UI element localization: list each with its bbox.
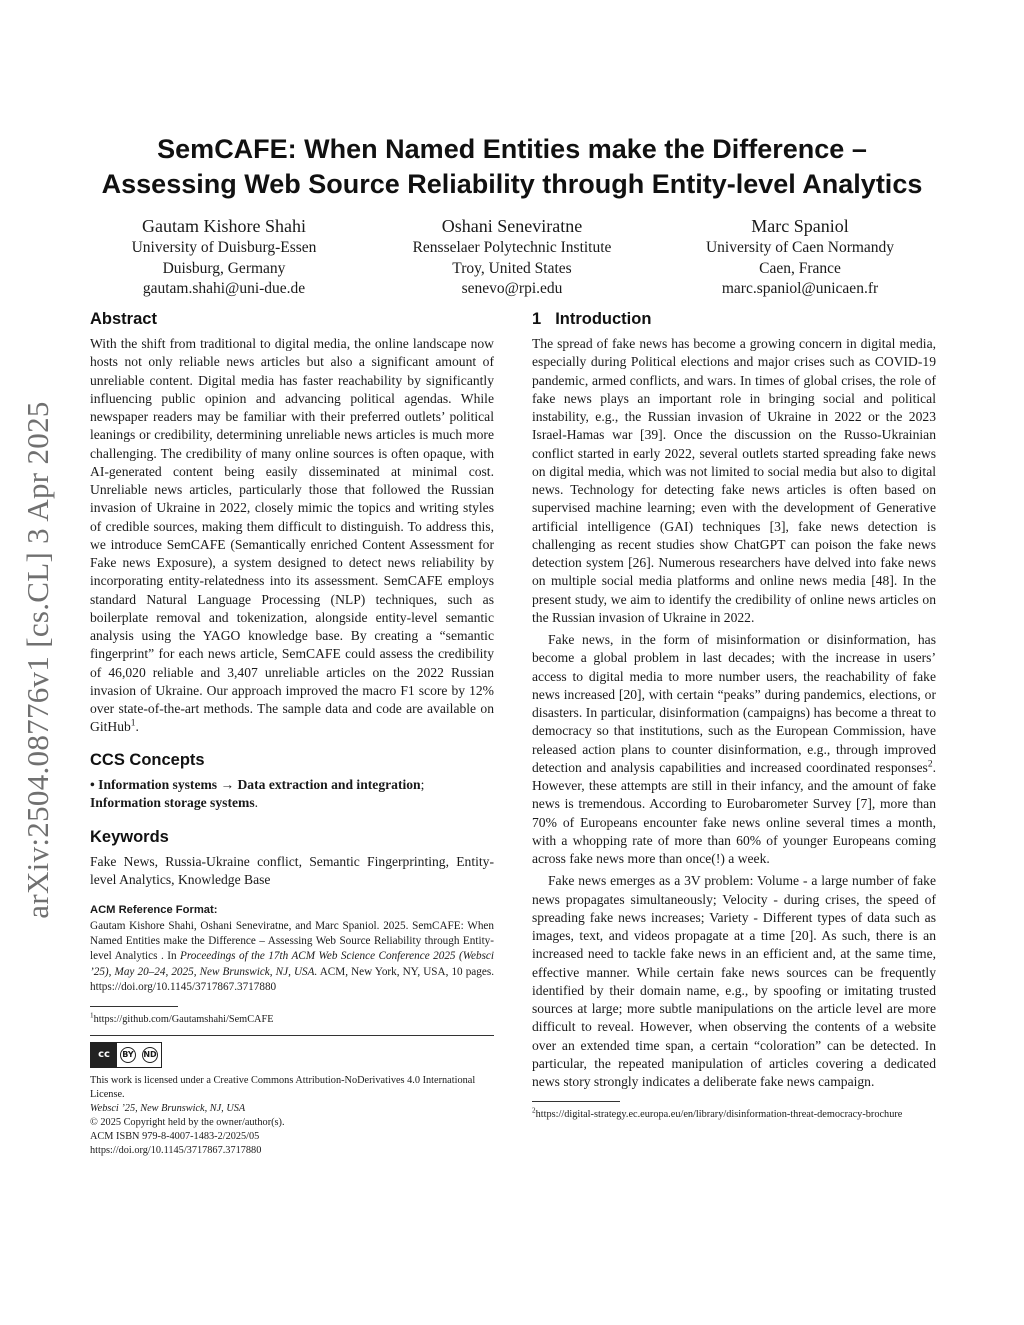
- intro-p2-after: . However, these attempts are still in their infancy, and the amount of fake news is tremendous. According to Eurobarometer Survey [7], more than 70% of Europeans encounter fake news online several times a month, with a whopping rate of more than 60% of younger Europeans coming across fake news more than once(!) a week.: [532, 759, 936, 866]
- arxiv-sidebar: [8, 365, 68, 955]
- license-text: This work is licensed under a Creative Commons Attribution-NoDerivatives 4.0 International License.: [90, 1074, 476, 1100]
- cc-icon: cc: [91, 1043, 117, 1067]
- footnote-2-mark: 2: [532, 1106, 536, 1115]
- acm-reference-after: ACM, New York, NY, USA, 10 pages. https://doi.org/10.1145/3717867.3717880: [90, 965, 494, 994]
- author-affiliation: Rensselaer Polytechnic Institute: [412, 239, 612, 256]
- intro-paragraph-2: [532, 631, 936, 868]
- author-email: senevo@rpi.edu: [461, 280, 563, 297]
- footnote-2: [532, 1108, 936, 1122]
- license-copyright: © 2025 Copyright held by the owner/author(s).: [90, 1116, 285, 1128]
- footnote-1: [90, 1013, 494, 1027]
- author-2: [368, 214, 656, 300]
- author-name: Oshani Seneviratne: [441, 216, 583, 236]
- footnote-rule: [532, 1101, 620, 1102]
- author-name: Gautam Kishore Shahi: [142, 216, 306, 236]
- abstract-end: .: [135, 719, 139, 735]
- arxiv-identifier: arXiv:2504.08776v1 [cs.CL] 3 Apr 2025: [20, 401, 55, 919]
- author-location: Duisburg, Germany: [162, 259, 286, 277]
- author-name: Marc Spaniol: [751, 216, 849, 236]
- title-line-2: Assessing Web Source Reliability through Entity-level Analytics: [101, 169, 923, 199]
- author-location: Troy, United States: [452, 259, 572, 277]
- author-affiliation: University of Duisburg-Essen: [131, 239, 317, 256]
- acm-reference-before: Gautam Kishore Shahi, Oshani Seneviratne, and Marc Spaniol. 2025. SemCAFE: When Named Entities make the Difference – Assessing Web Source Reliability through Entity-level Analytics . In: [90, 919, 494, 963]
- acm-reference-text: [90, 919, 494, 996]
- acm-reference-proceedings: Proceedings of the 17th ACM Web Science Conference 2025 (Websci ’25), May 20–24, 2025, New Brunswick, NJ, USA.: [90, 950, 494, 978]
- ccs-end: .: [254, 794, 259, 810]
- footnote-marker: 1: [130, 718, 136, 729]
- license-doi[interactable]: https://doi.org/10.1145/3717867.3717880: [90, 1144, 262, 1156]
- section-number: 1: [532, 310, 542, 328]
- author-email: marc.spaniol@unicaen.fr: [721, 280, 879, 297]
- author-3: [656, 214, 944, 300]
- footnote-1-mark: 1: [90, 1011, 94, 1020]
- author-location: Caen, France: [759, 259, 841, 277]
- author-1: [80, 214, 368, 300]
- acm-reference-heading: ACM Reference Format:: [90, 903, 218, 916]
- abstract-text: [90, 335, 494, 737]
- right-column: [532, 310, 936, 1122]
- cc-by-icon: BY: [120, 1047, 136, 1063]
- footnote-2-link[interactable]: https://digital-strategy.ec.europa.eu/en/library/disinformation-threat-democracy-brochure: [535, 1109, 903, 1121]
- intro-paragraph-3: Fake news emerges as a 3V problem: Volume - a large number of fake news propagates simultaneously; Velocity - during crises, the speed of spreading fake news increases; Variety - Different types of data such as images, text, and videos propagate at a time [20]. As such, there is an increased need to tackle fake news in an efficient and, at the same time, effective manner. While certain fake news sources can be frequently identified by their domain name, e.g., by spoofing or imitating trusted sources at large; more subtle manipulations on the article level are more difficult to reveal. However, when observing the contents of a website over an extended time span, a certain “coloration” can be detected. In particular, the repeated manipulation of articles covering a dedicated news story strongly indicates a deliberate fake news campaign.: [532, 873, 936, 1089]
- intro-paragraph-1: The spread of fake news has become a growing concern in digital media, especially during Political elections and major crises such as COVID-19 pandemic, armed conflicts, and wars. In times of global crises, the role of fake news plays an important role in bringing social and political instability, e.g., the Russian invasion of Ukraine in 2022 or the 2023 Israel-Hamas war [39]. Once the discussion on the Russo-Ukrainian conflict started in early 2022, several outlets started spreading fake news on digital media, which was not limited to social media but also to digital news. Technology for detecting fake news articles is often based on supervised machine learning; even with the development of Generative artificial intelligence (GAI) techniques [3], fake news detection is challenging as recent studies show ChatGPT can poison the fake news detection system [26]. Numerous researchers have delved into fake news on multiple social media platforms and online news media [48]. In the present study, we aim to identify the credibility of online news articles on the Russian invasion of Ukraine in 2022.: [532, 336, 936, 625]
- footnote-rule: [90, 1006, 178, 1007]
- cc-license-badge[interactable]: [90, 1042, 162, 1068]
- author-email: gautam.shahi@uni-due.de: [142, 280, 306, 297]
- introduction-heading: [532, 310, 936, 329]
- ccs-heading: CCS Concepts: [90, 750, 205, 769]
- ccs-separator: ;: [420, 776, 425, 792]
- license-rule: [90, 1035, 494, 1036]
- keywords-heading: Keywords: [90, 828, 169, 846]
- cc-parts: [117, 1043, 161, 1067]
- left-column: [90, 310, 494, 1158]
- keywords-text: Fake News, Russia-Ukraine conflict, Semantic Fingerprinting, Entity-level Analytics, Knowledge Base: [90, 854, 494, 888]
- author-affiliation: University of Caen Normandy: [705, 239, 895, 256]
- license-isbn: ACM ISBN 979-8-4007-1483-2/2025/05: [90, 1130, 260, 1142]
- abstract-heading: Abstract: [90, 310, 157, 328]
- intro-p2-before: Fake news, in the form of misinformation or disinformation, has become a global problem in last decades; with the increase in users’ access to digital media to more number users, the reachability of fake news increased [20], with certain “peaks” during pandemics, elections, or disasters. In particular, disinformation (campaigns) has become a threat to democracy so that institutions, such as the European Commission, have released action plans to counter disinformation, e.g., through improved detection and analysis capabilities and increased coordinated responses: [532, 632, 936, 775]
- ccs-line-1: • Information systems → Data extraction and integration: [90, 776, 421, 792]
- section-title: Introduction: [555, 310, 652, 328]
- ccs-line-2: Information storage systems: [90, 794, 255, 810]
- cc-nd-icon: ND: [142, 1047, 158, 1063]
- paper-title: [80, 132, 944, 202]
- ccs-concepts: [90, 776, 494, 813]
- title-line-1: SemCAFE: When Named Entities make the Difference –: [157, 134, 867, 164]
- abstract-body: With the shift from traditional to digital media, the online landscape now hosts not only reliable news articles but also a significant amount of unreliable content. Digital media has faster reachability by significantly influencing public opinion and advancing political agendas. While newspaper readers may be familiar with their preferred outlets’ political leanings or credibility, determining unreliable news articles is much more challenging. The credibility of many online sources is often opaque, with AI-generated content being easily disseminated at minimal cost. Unreliable news articles, particularly those that followed the Russian invasion of Ukraine in 2022, closely mimic the topics and writing styles of credible sources, making them difficult to distinguish. To address this, we introduce SemCAFE (Semantically enriched Content Assessment for Fake news Exposure), a system designed to detect news reliability by incorporating entity-relatedness into its assessment. SemCAFE employs standard Natural Language Processing (NLP) techniques, such as boilerplate removal and tokenization, alongside entity-level semantic analysis using the YAGO knowledge base. By creating a “semantic fingerprint” for each news article, SemCAFE could assess the credibility of 46,020 reliable and 3,407 unreliable articles on the 2022 Russian invasion of Ukraine. Our approach improved the macro F1 score by 12% over state-of-the-art methods. The sample data and code are available on GitHub: [90, 336, 494, 735]
- license-venue: Websci ’25, New Brunswick, NJ, USA: [90, 1102, 246, 1114]
- footnote-marker: 2: [927, 759, 933, 770]
- footnote-1-link[interactable]: https://github.com/Gautamshahi/SemCAFE: [93, 1013, 274, 1025]
- author-block: [80, 214, 944, 300]
